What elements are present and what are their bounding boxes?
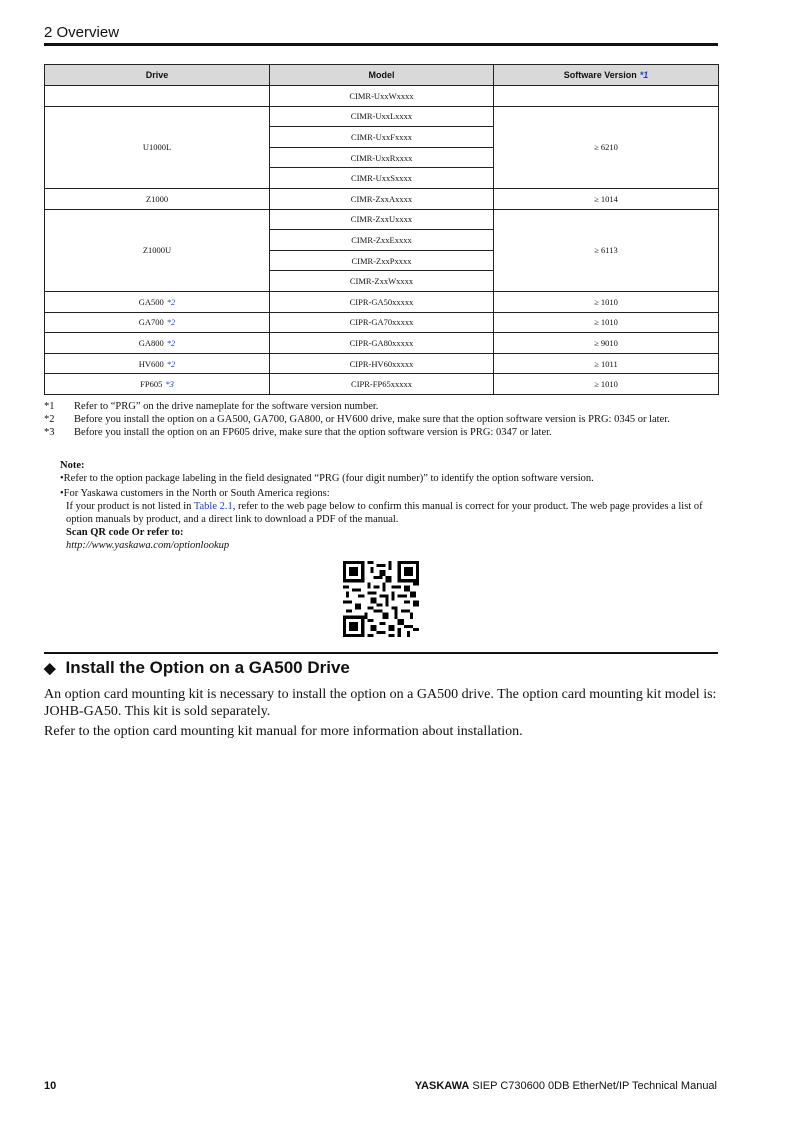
table-link[interactable]: Table 2.1 bbox=[193, 501, 233, 512]
table-row bbox=[45, 209, 719, 230]
table-footnotes bbox=[44, 400, 724, 439]
footnote-text: Refer to “PRG” on the drive nameplate for the software version number. bbox=[74, 401, 379, 412]
footnote-mark: *2 bbox=[44, 414, 55, 425]
table-row bbox=[45, 353, 719, 374]
footnote-mark: *3 bbox=[44, 427, 55, 438]
table-row bbox=[45, 374, 719, 395]
note-paragraph: If your product is not listed in Table 2.1, refer to the web page below to confirm this manual is correct for your product. The web page provides a list of option manuals by product, and a direct link to download a PDF of the manual. bbox=[66, 501, 703, 525]
note-block bbox=[60, 459, 720, 552]
version-cell: ≥ 6210 bbox=[494, 106, 719, 188]
model-cell: CIMR-ZxxWxxxx bbox=[270, 271, 494, 292]
footnote-ref[interactable]: *2 bbox=[166, 337, 176, 348]
page-header-title: 2 Overview bbox=[44, 24, 120, 41]
diamond-bullet-icon: ◆ bbox=[44, 660, 56, 677]
footnote-ref[interactable]: *3 bbox=[165, 379, 174, 390]
table-row bbox=[45, 291, 719, 312]
drive-cell: GA500 *2 bbox=[45, 291, 270, 312]
model-cell: CIPR-GA50xxxxx bbox=[270, 291, 494, 312]
model-cell: CIPR-GA70xxxxx bbox=[270, 312, 494, 333]
table-row bbox=[45, 333, 719, 354]
body-paragraph: Refer to the option card mounting kit manual for more information about installation. bbox=[44, 724, 523, 739]
footnote-mark: *1 bbox=[44, 401, 55, 412]
section-body bbox=[44, 686, 724, 743]
version-cell: ≥ 1011 bbox=[494, 353, 719, 374]
section-heading-text: Install the Option on a GA500 Drive bbox=[65, 658, 350, 677]
footnote-text: Before you install the option on a GA500, GA700, GA800, or HV600 drive, make sure that the option software version is PRG: 0345 or later. bbox=[74, 414, 670, 425]
model-cell: CIMR-ZxxAxxxx bbox=[270, 188, 494, 209]
table-row bbox=[45, 86, 719, 107]
version-cell: ≥ 6113 bbox=[494, 209, 719, 291]
qr-code-icon[interactable] bbox=[343, 561, 419, 637]
footer-brand: YASKAWA bbox=[414, 1080, 470, 1092]
table-row bbox=[45, 312, 719, 333]
drive-cell: FP605 *3 bbox=[45, 374, 270, 395]
footnote bbox=[44, 400, 724, 413]
version-cell: ≥ 9010 bbox=[494, 333, 719, 354]
drive-cell: HV600 *2 bbox=[45, 353, 270, 374]
header-model: Model bbox=[270, 65, 494, 86]
header-drive: Drive bbox=[45, 65, 270, 86]
note-bullet: •For Yaskawa customers in the North or South America regions: bbox=[60, 488, 330, 499]
model-cell: CIPR-GA80xxxxx bbox=[270, 333, 494, 354]
version-cell: ≥ 1010 bbox=[494, 312, 719, 333]
model-cell: CIMR-ZxxUxxxx bbox=[270, 209, 494, 230]
drive-cell: Z1000 bbox=[45, 188, 270, 209]
option-lookup-url[interactable]: http://www.yaskawa.com/optionlookup bbox=[66, 540, 230, 551]
footnote-ref[interactable]: *2 bbox=[166, 296, 176, 307]
model-cell: CIMR-UxxWxxxx bbox=[270, 86, 494, 107]
model-cell: CIPR-HV60xxxxx bbox=[270, 353, 494, 374]
model-cell: CIMR-UxxFxxxx bbox=[270, 127, 494, 148]
model-cell: CIMR-ZxxPxxxx bbox=[270, 250, 494, 271]
model-cell: CIMR-ZxxExxxx bbox=[270, 230, 494, 251]
drive-cell: Z1000U bbox=[45, 209, 270, 291]
version-cell: ≥ 1014 bbox=[494, 188, 719, 209]
header-software-version: Software Version *1 bbox=[494, 65, 719, 86]
version-cell: ≥ 1010 bbox=[494, 291, 719, 312]
section-heading bbox=[44, 658, 350, 678]
footnote-ref[interactable]: *2 bbox=[166, 317, 176, 328]
drive-cell: GA800 *2 bbox=[45, 333, 270, 354]
body-paragraph: An option card mounting kit is necessary to install the option on a GA500 drive. The option card mounting kit model is: JOHB-GA50. This kit is sold separately. bbox=[44, 687, 717, 719]
note-bullet: •Refer to the option package labeling in the field designated “PRG (four digit number)” to identify the option software version. bbox=[60, 473, 594, 484]
footnote bbox=[44, 426, 724, 439]
version-cell: ≥ 1010 bbox=[494, 374, 719, 395]
footnote-ref[interactable]: *1 bbox=[639, 70, 649, 80]
footer-document-title: YASKAWA SIEP C730600 0DB EtherNet/IP Technical Manual bbox=[414, 1080, 717, 1092]
table-row bbox=[45, 106, 719, 127]
footnote bbox=[44, 413, 724, 426]
page-number: 10 bbox=[44, 1080, 57, 1092]
drive-cell: GA700 *2 bbox=[45, 312, 270, 333]
model-cell: CIMR-UxxSxxxx bbox=[270, 168, 494, 189]
drive-cell: U1000L bbox=[45, 106, 270, 188]
header-rule bbox=[44, 43, 718, 46]
model-cell: CIPR-FP65xxxxx bbox=[270, 374, 494, 395]
note-title: Note: bbox=[60, 460, 85, 471]
section-rule bbox=[44, 652, 718, 654]
scan-label: Scan QR code Or refer to: bbox=[66, 527, 184, 538]
table-row bbox=[45, 188, 719, 209]
footnote-text: Before you install the option on an FP605 drive, make sure that the option software version is PRG: 0347 or later. bbox=[74, 427, 552, 438]
compatibility-table bbox=[44, 64, 719, 395]
model-cell: CIMR-UxxLxxxx bbox=[270, 106, 494, 127]
footnote-ref[interactable]: *2 bbox=[166, 358, 176, 369]
model-cell: CIMR-UxxRxxxx bbox=[270, 147, 494, 168]
table-header-row bbox=[45, 65, 719, 86]
